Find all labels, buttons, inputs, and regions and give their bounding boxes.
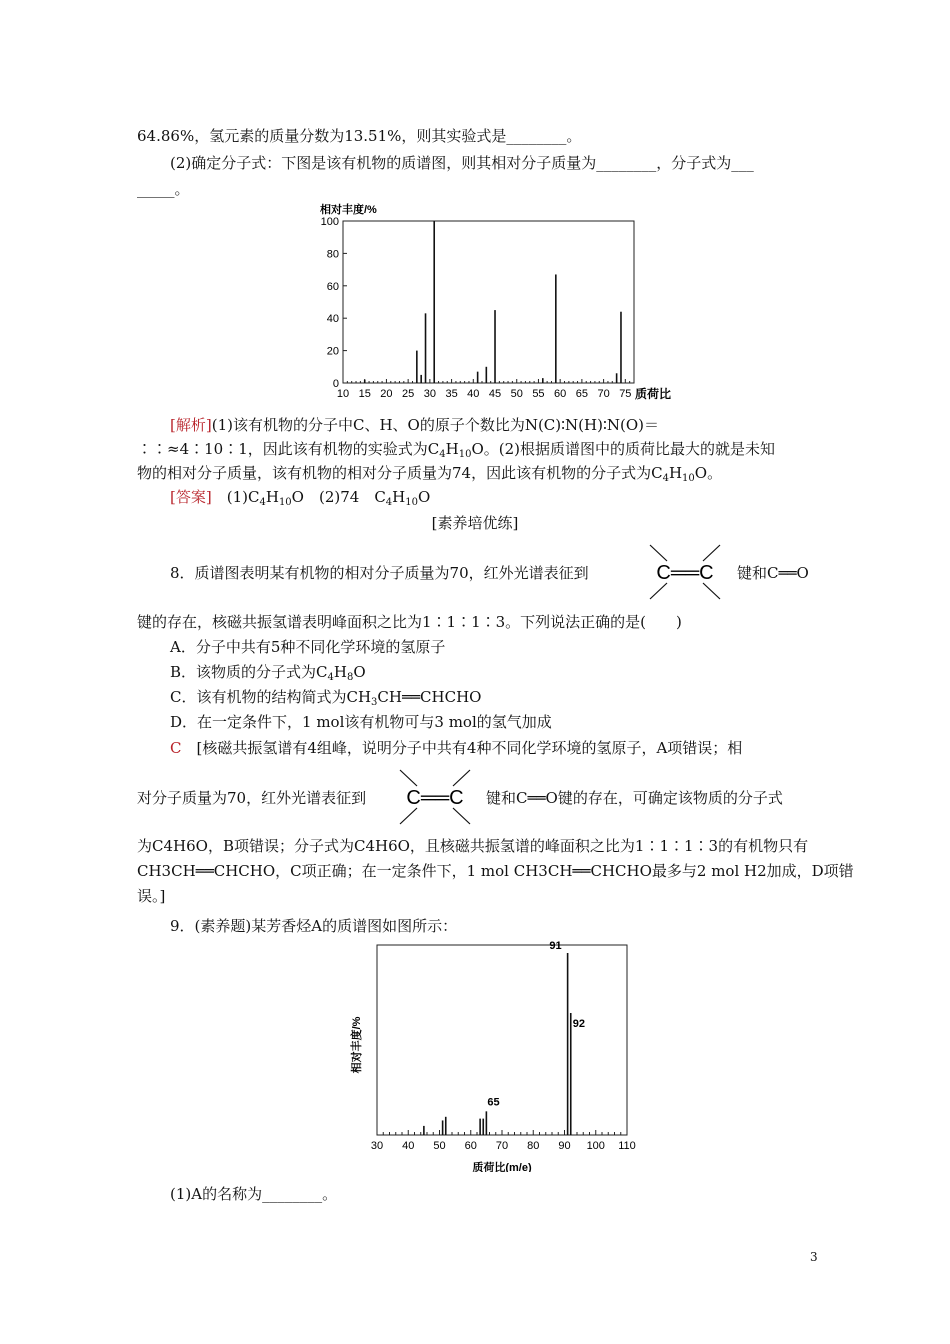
q8-explanation-line-1: C [核磁共振氢谱有4组峰，说明分子中共有4种不同化学环境的氢原子，A项错误；相 bbox=[170, 739, 743, 757]
intro-line-1: 64.86%，氢元素的质量分数为13.51%，则其实验式是________。 bbox=[137, 127, 582, 145]
answer-line: [答案] $(1)C_4H_{10}O$ (2)74 $C_4H_{10}O$ bbox=[170, 488, 431, 508]
intro-line-2: (2)确定分子式：下图是该有机物的质谱图，则其相对分子质量为________，分子式为___ bbox=[170, 154, 754, 172]
chart1-x-label: 质荷比 bbox=[635, 387, 672, 401]
chart2-x-tick-label: 110 bbox=[618, 1140, 636, 1152]
chart2-x-tick-label: 30 bbox=[370, 1140, 384, 1152]
q8-explanation-line-5: 误。] bbox=[137, 887, 166, 905]
chart2-peak-label: 91 bbox=[549, 940, 562, 952]
chart1-x-tick-label: 10 bbox=[336, 388, 350, 400]
q9-stem: 9．(素养题)某芳香烃A的质谱图如图所示： bbox=[170, 917, 458, 935]
chart2-x-tick-label: 70 bbox=[495, 1140, 509, 1152]
chart1-y-tick-label: 60 bbox=[326, 280, 339, 293]
chart2-x-tick-label: 50 bbox=[433, 1140, 446, 1152]
analysis-line-1: [解析](1)该有机物的分子中C、H、O的原子个数比为N(C)∶N(H)∶N(O)＝ bbox=[170, 416, 659, 434]
chart2-x-tick-label: 100 bbox=[586, 1140, 605, 1152]
chart1-y-label: 相对丰度/% bbox=[320, 204, 377, 216]
q8-option-c: C．该有机物的结构简式为$CH_3CH══CHCHO$ bbox=[170, 688, 482, 708]
q8-option-d: D．在一定条件下，1 mol该有机物可与3 mol的氢气加成 bbox=[170, 713, 552, 731]
chart1-x-tick-label: 40 bbox=[467, 388, 480, 400]
q9-sub-1: (1)A的名称为________。 bbox=[170, 1185, 338, 1203]
chart1-y-tick-label: 80 bbox=[326, 248, 339, 261]
q8-explanation-line-2a: 对分子质量为70，红外光谱表征到 bbox=[137, 789, 367, 807]
q8-stem-line-1b: 键和C══O bbox=[737, 564, 809, 582]
chart1-x-tick-label: 55 bbox=[532, 388, 545, 400]
chart2-x-label: 质荷比(m/e) bbox=[472, 1162, 532, 1172]
chart2-peak-label: 65 bbox=[487, 1096, 500, 1109]
cc-double-bond-structure bbox=[645, 542, 725, 602]
cc-double-bond-structure-2 bbox=[395, 767, 475, 827]
q8-stem-line-1: 8．质谱图表明某有机物的相对分子质量为70，红外光谱表征到 bbox=[170, 564, 589, 582]
chart1-x-tick-label: 45 bbox=[488, 388, 502, 400]
chart1-x-tick-label: 35 bbox=[445, 388, 458, 400]
q8-stem-line-2: 键的存在，核磁共振氢谱表明峰面积之比为1∶1∶1∶3。下列说法正确的是( ) bbox=[137, 613, 682, 631]
chart2-x-tick-label: 60 bbox=[464, 1140, 477, 1152]
chart2-peak-label: 92 bbox=[572, 1018, 585, 1031]
analysis-tag: [解析] bbox=[170, 416, 212, 434]
page-number: 3 bbox=[810, 1250, 818, 1264]
chart2-frame bbox=[377, 945, 627, 1135]
analysis-line-2: ∶∶≈4∶10∶1，因此该有机物的实验式为$C_4H_{10}O$。(2)根据质谱图中的质荷比最大的就是未知 bbox=[137, 440, 775, 460]
chart1-x-tick-label: 30 bbox=[423, 388, 436, 400]
answer-tag: [答案] bbox=[170, 488, 212, 506]
intro-line-3: _____。 bbox=[137, 180, 190, 198]
q8-option-a: A．分子中共有5种不同化学环境的氢原子 bbox=[170, 638, 446, 656]
chart1-y-tick-label: 20 bbox=[326, 345, 339, 358]
q8-explanation-line-2b: 键和C══O键的存在，可确定该物质的分子式 bbox=[486, 789, 783, 807]
chart1-x-tick-label: 60 bbox=[554, 388, 567, 400]
chart1-x-tick-label: 70 bbox=[597, 388, 610, 400]
q8-explanation-line-3: 为C4H6O，B项错误；分子式为C4H6O，且核磁共振氢谱的峰面积之比为1∶1∶1∶3的有机物只有 bbox=[137, 837, 809, 855]
svg-text:C══C: C══C bbox=[406, 787, 464, 809]
chart1-y-tick-label: 100 bbox=[320, 216, 339, 228]
chart1-y-tick-label: 40 bbox=[326, 313, 339, 326]
q8-answer-letter: C bbox=[170, 739, 182, 757]
q8-explanation-line-4: CH3CH══CHCHO，C项正确；在一定条件下，1 mol CH3CH══CHCHO最多与2 mol H2加成，D项错 bbox=[137, 862, 854, 880]
mass-spectrum-chart-1 bbox=[312, 200, 692, 405]
chart1-x-tick-label: 50 bbox=[510, 388, 523, 400]
chart2-x-tick-label: 80 bbox=[527, 1140, 540, 1152]
q8-option-b: B．该物质的分子式为$C_4H_8O$ bbox=[170, 663, 366, 683]
chart1-y-tick-label: 0 bbox=[332, 378, 339, 390]
chart1-x-tick-label: 65 bbox=[575, 388, 589, 400]
analysis-line-3: 物的相对分子质量，该有机物的相对分子质量为74，因此该有机物的分子式为$C_4H_{10}O$。 bbox=[137, 464, 723, 484]
chart1-x-tick-label: 25 bbox=[402, 388, 415, 400]
chart1-frame bbox=[343, 221, 634, 383]
chart2-x-tick-label: 90 bbox=[558, 1140, 571, 1152]
mass-spectrum-chart-2 bbox=[340, 940, 650, 1172]
chart2-y-label: 相对丰度/% bbox=[351, 1016, 363, 1074]
chart1-x-tick-label: 75 bbox=[619, 388, 632, 400]
section-title: [素养培优练] bbox=[431, 514, 519, 532]
chart2-x-tick-label: 40 bbox=[402, 1140, 415, 1152]
chart1-x-tick-label: 20 bbox=[380, 388, 393, 400]
chart1-x-tick-label: 15 bbox=[358, 388, 371, 400]
svg-text:C══C: C══C bbox=[656, 562, 714, 584]
